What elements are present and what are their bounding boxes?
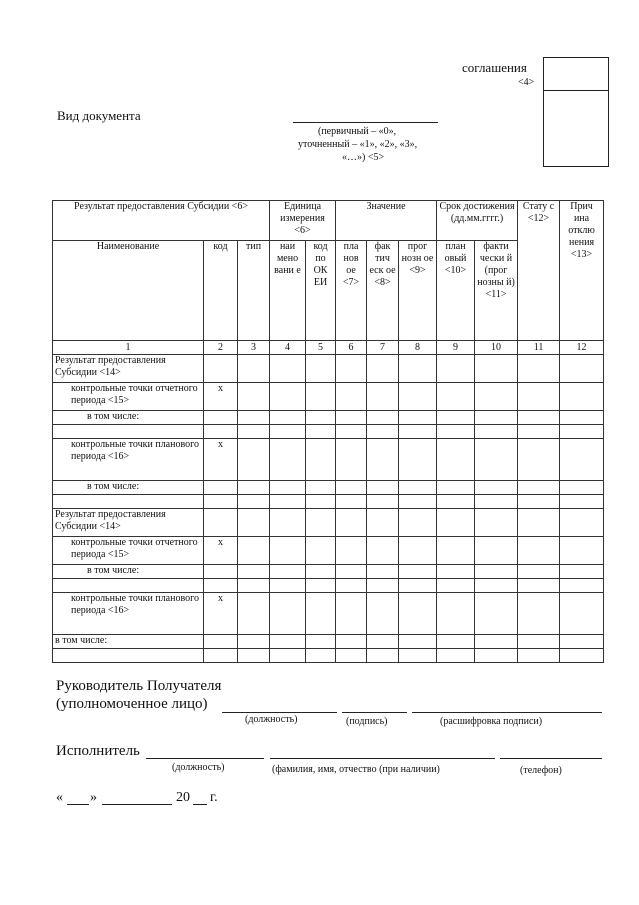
row-cell <box>437 509 475 537</box>
row-code: x <box>204 537 238 565</box>
row-cell <box>306 383 336 411</box>
exec-phone-line <box>500 758 602 759</box>
row-cell <box>270 383 306 411</box>
row-code <box>204 495 238 509</box>
row-cell <box>367 439 399 481</box>
row-code <box>204 355 238 383</box>
row-cell <box>518 439 560 481</box>
row-cell <box>270 649 306 663</box>
col-num: 6 <box>336 341 367 355</box>
row-cell <box>306 649 336 663</box>
row-cell <box>367 579 399 593</box>
executor-label: Исполнитель <box>56 743 140 759</box>
col-num: 2 <box>204 341 238 355</box>
row-cell <box>367 425 399 439</box>
h-planned: пла нов ое <7> <box>336 241 367 341</box>
row-cell <box>518 411 560 425</box>
row-name: в том числе: <box>53 481 204 495</box>
date-month-line <box>102 804 172 805</box>
row-code <box>204 509 238 537</box>
row-cell <box>270 565 306 579</box>
row-cell <box>306 481 336 495</box>
decode-line <box>412 712 602 713</box>
row-name: контрольные точки отчетного периода <15> <box>53 537 204 565</box>
row-cell <box>437 593 475 635</box>
row-cell <box>475 411 518 425</box>
row-cell <box>475 383 518 411</box>
row-cell <box>437 355 475 383</box>
table-row <box>53 509 604 537</box>
h-unit-okei: код по ОК ЕИ <box>306 241 336 341</box>
row-cell <box>560 593 604 635</box>
head-line-1: Руководитель Получателя <box>56 678 222 694</box>
row-cell <box>336 481 367 495</box>
cap-signature: (подпись) <box>346 716 388 727</box>
h-result: Результат предоставления Субсидии <6> <box>53 201 270 241</box>
row-cell <box>367 537 399 565</box>
date-year-line <box>193 804 207 805</box>
h-forecast: прог нозн ое <9> <box>399 241 437 341</box>
table-row <box>53 383 604 411</box>
col-num: 4 <box>270 341 306 355</box>
row-code <box>204 425 238 439</box>
row-name: Результат предоставления Субсидии <14> <box>53 509 204 537</box>
row-cell <box>306 425 336 439</box>
row-cell <box>560 411 604 425</box>
col-num: 3 <box>238 341 270 355</box>
row-code <box>204 649 238 663</box>
cap-decode: (расшифровка подписи) <box>440 716 543 727</box>
row-code: x <box>204 593 238 635</box>
row-cell <box>367 355 399 383</box>
row-cell <box>399 425 437 439</box>
row-cell <box>306 593 336 635</box>
row-cell <box>518 495 560 509</box>
row-cell <box>518 537 560 565</box>
row-cell <box>399 635 437 649</box>
row-cell <box>399 579 437 593</box>
col-num: 7 <box>367 341 399 355</box>
row-cell <box>270 355 306 383</box>
row-cell <box>399 495 437 509</box>
row-cell <box>518 355 560 383</box>
row-cell <box>475 481 518 495</box>
row-cell <box>238 425 270 439</box>
row-cell <box>560 635 604 649</box>
h-name: Наименование <box>53 241 204 341</box>
row-cell <box>367 593 399 635</box>
row-cell <box>399 537 437 565</box>
row-cell <box>437 439 475 481</box>
row-cell <box>306 411 336 425</box>
row-cell <box>367 649 399 663</box>
row-cell <box>336 565 367 579</box>
row-cell <box>270 439 306 481</box>
col-numbers-row <box>53 341 604 355</box>
row-cell <box>437 649 475 663</box>
col-num: 11 <box>518 341 560 355</box>
row-cell <box>399 439 437 481</box>
table-row <box>53 537 604 565</box>
row-cell <box>336 495 367 509</box>
row-name: Результат предоставления Субсидии <14> <box>53 355 204 383</box>
row-cell <box>270 635 306 649</box>
row-cell <box>306 565 336 579</box>
row-cell <box>270 495 306 509</box>
row-cell <box>270 481 306 495</box>
row-cell <box>238 481 270 495</box>
row-cell <box>560 649 604 663</box>
row-cell <box>560 565 604 579</box>
row-cell <box>399 481 437 495</box>
row-cell <box>437 425 475 439</box>
row-cell <box>475 425 518 439</box>
row-cell <box>238 383 270 411</box>
row-cell <box>336 383 367 411</box>
row-cell <box>518 509 560 537</box>
row-cell <box>270 425 306 439</box>
table-row <box>53 649 604 663</box>
date-quote-close: » <box>90 790 97 805</box>
agreement-note: <4> <box>518 77 535 88</box>
table-row <box>53 495 604 509</box>
col-num: 10 <box>475 341 518 355</box>
col-num: 12 <box>560 341 604 355</box>
date-quote-open: « <box>56 790 63 805</box>
row-cell <box>367 481 399 495</box>
row-cell <box>238 411 270 425</box>
row-cell <box>238 495 270 509</box>
row-code <box>204 411 238 425</box>
h-term-fact: факти чески й (прог нозны й) <11> <box>475 241 518 341</box>
row-cell <box>336 439 367 481</box>
row-name: контрольные точки планового периода <16> <box>53 439 204 481</box>
row-cell <box>437 383 475 411</box>
row-cell <box>560 439 604 481</box>
table-row <box>53 439 604 481</box>
row-cell <box>270 579 306 593</box>
row-cell <box>560 383 604 411</box>
row-cell <box>306 355 336 383</box>
row-cell <box>518 635 560 649</box>
agreement-box <box>543 57 609 167</box>
row-cell <box>399 509 437 537</box>
agreement-box-divider <box>543 90 608 91</box>
col-num: 1 <box>53 341 204 355</box>
row-cell <box>336 411 367 425</box>
row-cell <box>238 593 270 635</box>
row-cell <box>560 495 604 509</box>
row-cell <box>399 355 437 383</box>
col-num: 9 <box>437 341 475 355</box>
row-cell <box>367 509 399 537</box>
row-cell <box>306 537 336 565</box>
row-code <box>204 635 238 649</box>
agreement-label: соглашения <box>462 60 527 75</box>
signature-line <box>342 712 407 713</box>
row-cell <box>475 635 518 649</box>
row-cell <box>518 649 560 663</box>
h-unit-name: наи мено вани е <box>270 241 306 341</box>
row-name: контрольные точки отчетного периода <15> <box>53 383 204 411</box>
results-table <box>52 200 604 663</box>
row-cell <box>399 565 437 579</box>
row-cell <box>306 439 336 481</box>
doc-type-note-1: (первичный – «0», <box>318 126 397 137</box>
row-cell <box>336 509 367 537</box>
table-row <box>53 411 604 425</box>
row-cell <box>336 355 367 383</box>
row-cell <box>336 649 367 663</box>
row-cell <box>336 635 367 649</box>
row-cell <box>518 425 560 439</box>
row-cell <box>399 383 437 411</box>
row-cell <box>367 565 399 579</box>
row-cell <box>518 565 560 579</box>
row-cell <box>367 411 399 425</box>
h-reason: Прич ина отклю нения <13> <box>560 201 604 341</box>
row-cell <box>238 537 270 565</box>
row-cell <box>560 355 604 383</box>
row-code <box>204 481 238 495</box>
row-cell <box>238 635 270 649</box>
row-cell <box>270 411 306 425</box>
col-num: 5 <box>306 341 336 355</box>
cap-exec-position: (должность) <box>172 762 225 773</box>
row-cell <box>238 509 270 537</box>
row-cell <box>475 495 518 509</box>
date-year: 20 <box>176 790 190 805</box>
head-line-2: (уполномоченное лицо) <box>56 696 208 712</box>
row-cell <box>399 411 437 425</box>
row-cell <box>437 411 475 425</box>
row-code <box>204 579 238 593</box>
row-cell <box>367 635 399 649</box>
table-row <box>53 481 604 495</box>
h-code: код <box>204 241 238 341</box>
row-code <box>204 565 238 579</box>
exec-position-line <box>146 758 264 759</box>
row-cell <box>475 579 518 593</box>
row-cell <box>367 495 399 509</box>
row-cell <box>270 509 306 537</box>
doc-type-line <box>293 122 438 123</box>
table-row <box>53 355 604 383</box>
table-row <box>53 579 604 593</box>
row-name: в том числе: <box>53 635 204 649</box>
row-cell <box>475 593 518 635</box>
row-cell <box>560 481 604 495</box>
row-cell <box>518 481 560 495</box>
row-name: контрольные точки планового периода <16> <box>53 593 204 635</box>
table-row <box>53 425 604 439</box>
col-num: 8 <box>399 341 437 355</box>
row-cell <box>336 537 367 565</box>
doc-type-note-3: «…») <5> <box>342 152 385 163</box>
row-cell <box>437 579 475 593</box>
row-name: в том числе: <box>53 411 204 425</box>
h-actual: фак тич еск ое <8> <box>367 241 399 341</box>
row-cell <box>437 635 475 649</box>
row-cell <box>518 579 560 593</box>
row-cell <box>475 355 518 383</box>
row-cell <box>518 383 560 411</box>
row-cell <box>399 593 437 635</box>
row-cell <box>560 579 604 593</box>
h-term: Срок достижения (дд.мм.гггг.) <box>437 201 518 241</box>
h-status: Стату с <12> <box>518 201 560 341</box>
row-code: x <box>204 439 238 481</box>
header-row-1 <box>53 201 604 241</box>
row-cell <box>336 425 367 439</box>
row-code: x <box>204 383 238 411</box>
row-cell <box>475 509 518 537</box>
exec-fio-line <box>270 758 495 759</box>
row-cell <box>336 579 367 593</box>
date-day-line <box>67 804 89 805</box>
row-cell <box>306 495 336 509</box>
row-cell <box>475 649 518 663</box>
row-cell <box>238 579 270 593</box>
cap-phone: (телефон) <box>520 765 562 776</box>
h-unit: Единица измерения <6> <box>270 201 336 241</box>
row-cell <box>560 509 604 537</box>
row-cell <box>437 537 475 565</box>
row-cell <box>238 439 270 481</box>
row-name <box>53 649 204 663</box>
row-cell <box>475 565 518 579</box>
row-cell <box>336 593 367 635</box>
row-name <box>53 425 204 439</box>
row-cell <box>270 537 306 565</box>
doc-type-label: Вид документа <box>57 108 141 123</box>
row-cell <box>475 439 518 481</box>
row-cell <box>475 537 518 565</box>
position-line <box>222 712 337 713</box>
h-value: Значение <box>336 201 437 241</box>
table-row <box>53 565 604 579</box>
row-cell <box>437 565 475 579</box>
row-name: в том числе: <box>53 565 204 579</box>
table-row <box>53 635 604 649</box>
row-cell <box>560 537 604 565</box>
doc-type-note-2: уточненный – «1», «2», «3», <box>298 139 418 150</box>
h-term-plan: план овый <10> <box>437 241 475 341</box>
row-cell <box>306 579 336 593</box>
row-cell <box>367 383 399 411</box>
cap-position: (должность) <box>245 714 298 725</box>
h-type: тип <box>238 241 270 341</box>
row-cell <box>560 425 604 439</box>
row-cell <box>238 355 270 383</box>
row-name <box>53 495 204 509</box>
row-cell <box>306 509 336 537</box>
row-cell <box>399 649 437 663</box>
row-cell <box>238 565 270 579</box>
cap-exec-fio: (фамилия, имя, отчество (при наличии) <box>272 764 440 775</box>
table-row <box>53 593 604 635</box>
row-cell <box>270 593 306 635</box>
row-cell <box>306 635 336 649</box>
row-cell <box>437 495 475 509</box>
row-cell <box>238 649 270 663</box>
row-cell <box>437 481 475 495</box>
date-suffix: г. <box>210 790 218 805</box>
row-cell <box>518 593 560 635</box>
row-name <box>53 579 204 593</box>
